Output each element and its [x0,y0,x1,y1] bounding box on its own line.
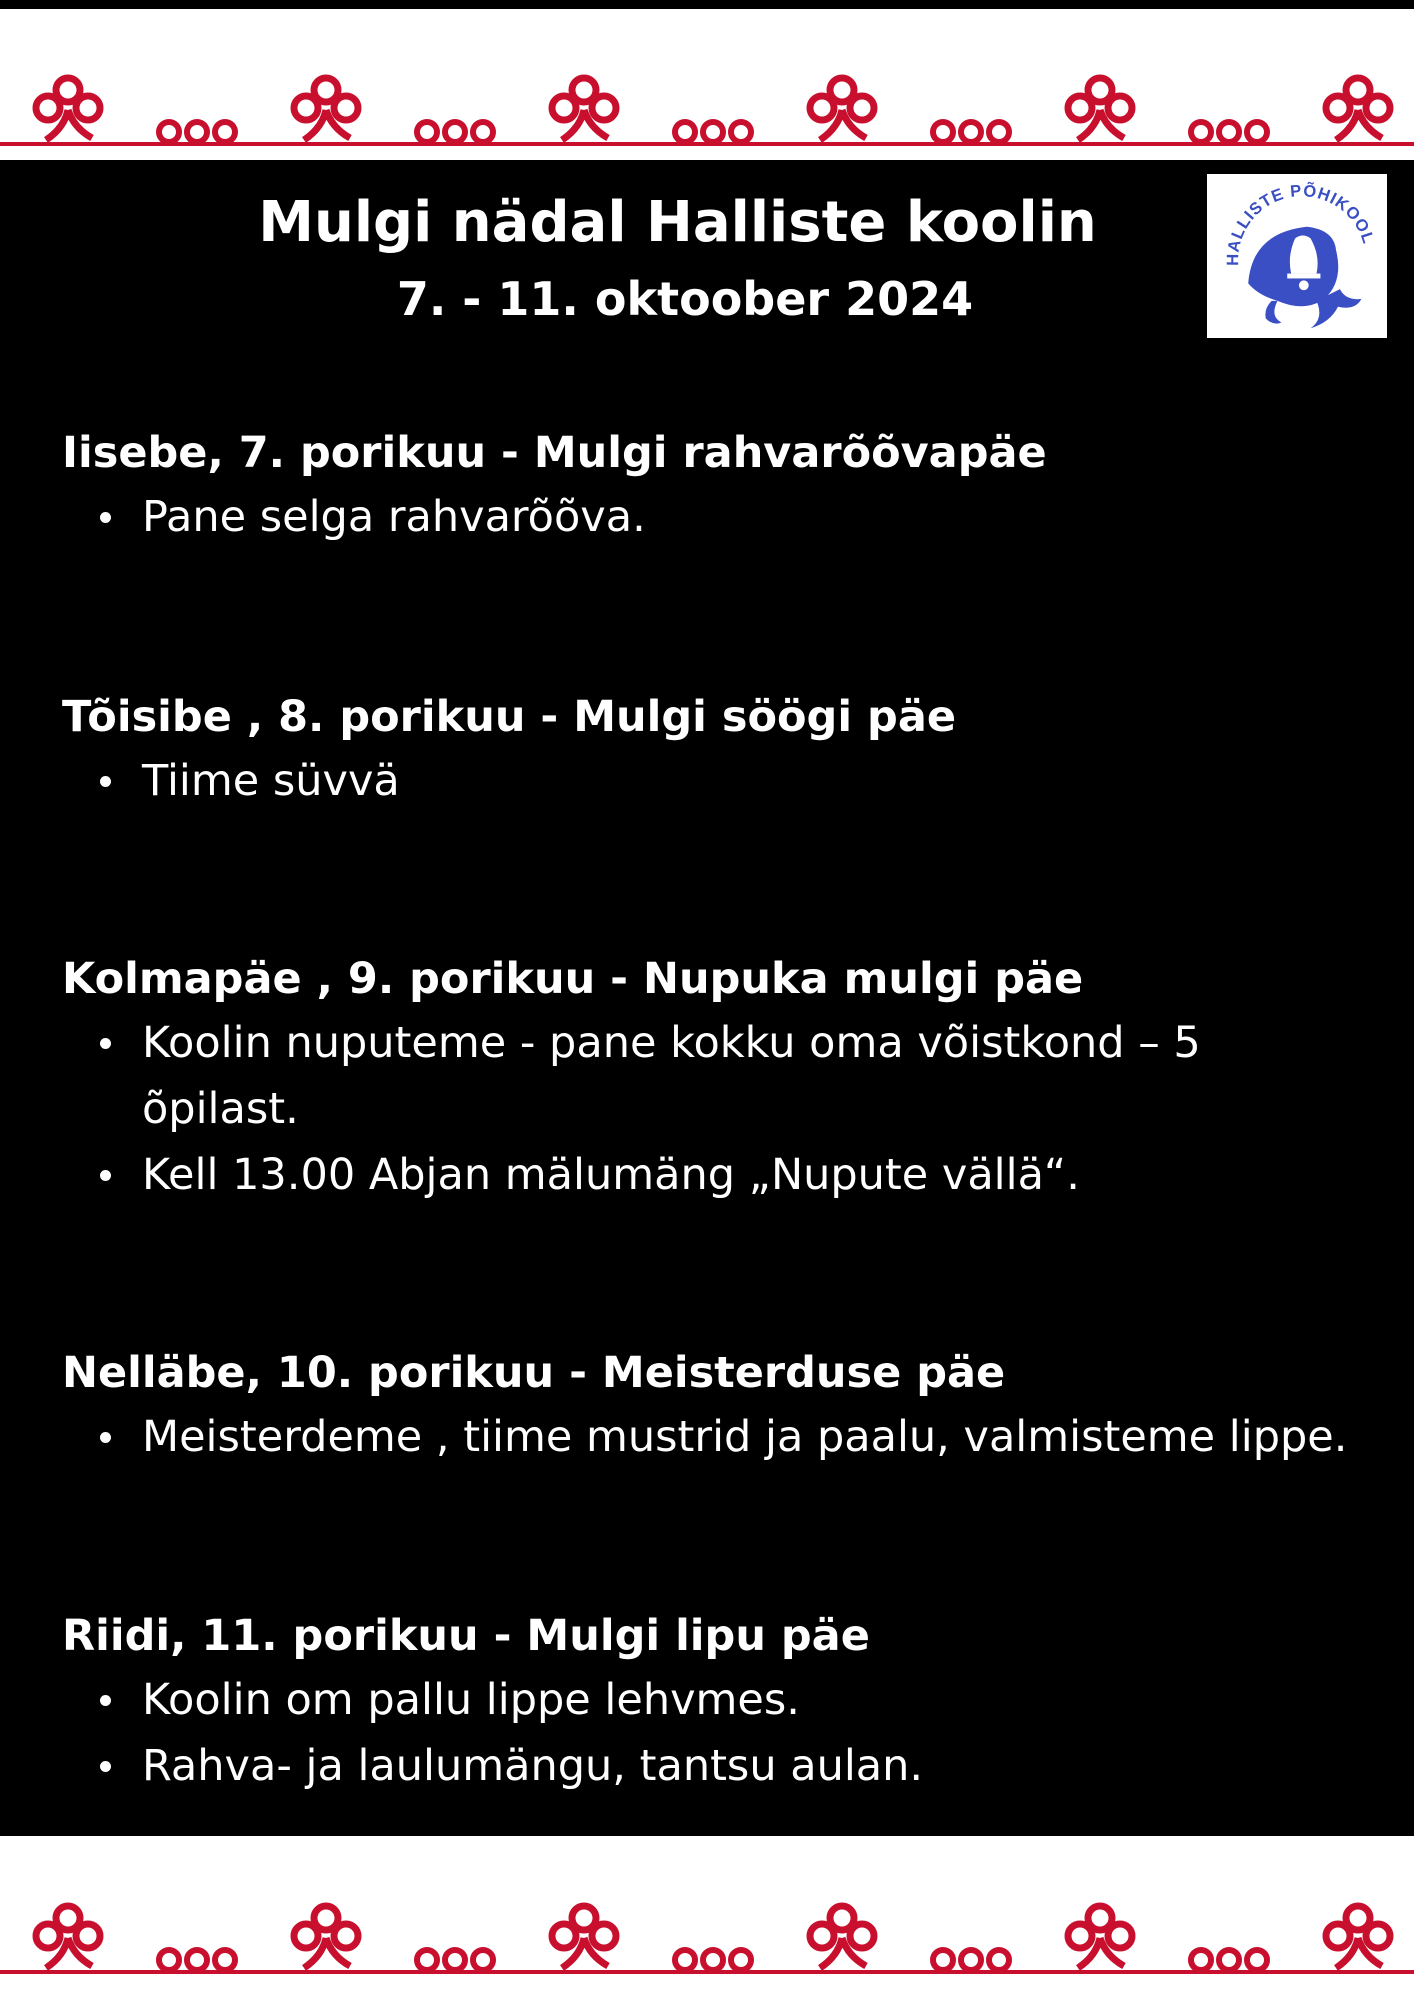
ring-ornament [933,122,1009,142]
knot-ornament [810,78,874,140]
bullet-icon [100,1038,111,1049]
day-section [62,1605,1402,1799]
knot-ornament [36,1906,100,1968]
knot-ornament [810,1906,874,1968]
day-section [62,422,1402,550]
activity-item [62,748,1402,814]
activity-text: Kell 13.00 Abjan mälumäng „Nupute vällä“. [142,1150,1080,1200]
knot-ornament [294,1906,358,1968]
activity-item [62,1404,1402,1470]
ring-ornament [417,1950,493,1970]
day-heading: Riidi, 11. porikuu - Mulgi lipu päe [62,1611,870,1661]
ring-ornament [159,122,235,142]
content-panel [0,160,1414,1836]
ring-ornament [159,1950,235,1970]
activity-item [62,1142,1402,1208]
knot-ornament [1068,78,1132,140]
knot-ornament [36,78,100,140]
day-section [62,686,1402,814]
activity-item [62,1010,1402,1142]
knot-ornament [1068,1906,1132,1968]
ring-ornament [675,1950,751,1970]
knot-ornament [552,1906,616,1968]
school-logo [1207,174,1387,338]
activity-text: Tiime süvvä [142,756,400,806]
bell-icon [1209,176,1385,336]
day-heading: Iisebe, 7. porikuu - Mulgi rahvarõõvapäe [62,428,1047,478]
day-section [62,948,1402,1208]
activity-list [62,1667,1402,1799]
ring-ornament [1191,122,1267,142]
knot-ornament [294,78,358,140]
activity-text: Pane selga rahvarõõva. [142,492,646,542]
activity-list [62,1010,1402,1208]
bullet-icon [100,1761,111,1772]
bullet-icon [100,1695,111,1706]
knot-ornament [1326,78,1390,140]
bottom-ornament-border [0,1898,1414,1988]
activity-text: Meisterdeme , tiime mustrid ja paalu, valmisteme lippe. [142,1412,1348,1462]
activity-item [62,1733,1402,1799]
activity-text: Rahva- ja laulumängu, tantsu aulan. [142,1741,924,1791]
day-heading: Tõisibe , 8. porikuu - Mulgi söögi päe [62,692,956,742]
logo-text: HALLISTE PÕHIKOOL [1223,180,1379,266]
activity-item [62,484,1402,550]
bullet-icon [100,776,111,787]
knot-ornament [1326,1906,1390,1968]
day-heading: Nelläbe, 10. porikuu - Meisterduse päe [62,1348,1006,1398]
top-border-line [0,0,1414,9]
activity-item [62,1667,1402,1733]
activity-list [62,1404,1402,1470]
page-subtitle: 7. - 11. oktoober 2024 [396,272,974,326]
activity-list [62,748,1402,814]
activity-text: Koolin nuputeme - pane kokku oma võistkond – 5 õpilast. [142,1018,1201,1134]
ring-ornament [675,122,751,142]
bullet-icon [100,1170,111,1181]
bullet-icon [100,1432,111,1443]
activity-text: Koolin om pallu lippe lehvmes. [142,1675,800,1725]
bullet-icon [100,512,111,523]
knot-ornament [552,78,616,140]
activity-list [62,484,1402,550]
page-title: Mulgi nädal Halliste koolin [258,190,1097,255]
day-section [62,1342,1402,1470]
top-ornament-border [0,70,1414,160]
ring-ornament [1191,1950,1267,1970]
ring-ornament [417,122,493,142]
ring-ornament [933,1950,1009,1970]
day-heading: Kolmapäe , 9. porikuu - Nupuka mulgi päe [62,954,1084,1004]
